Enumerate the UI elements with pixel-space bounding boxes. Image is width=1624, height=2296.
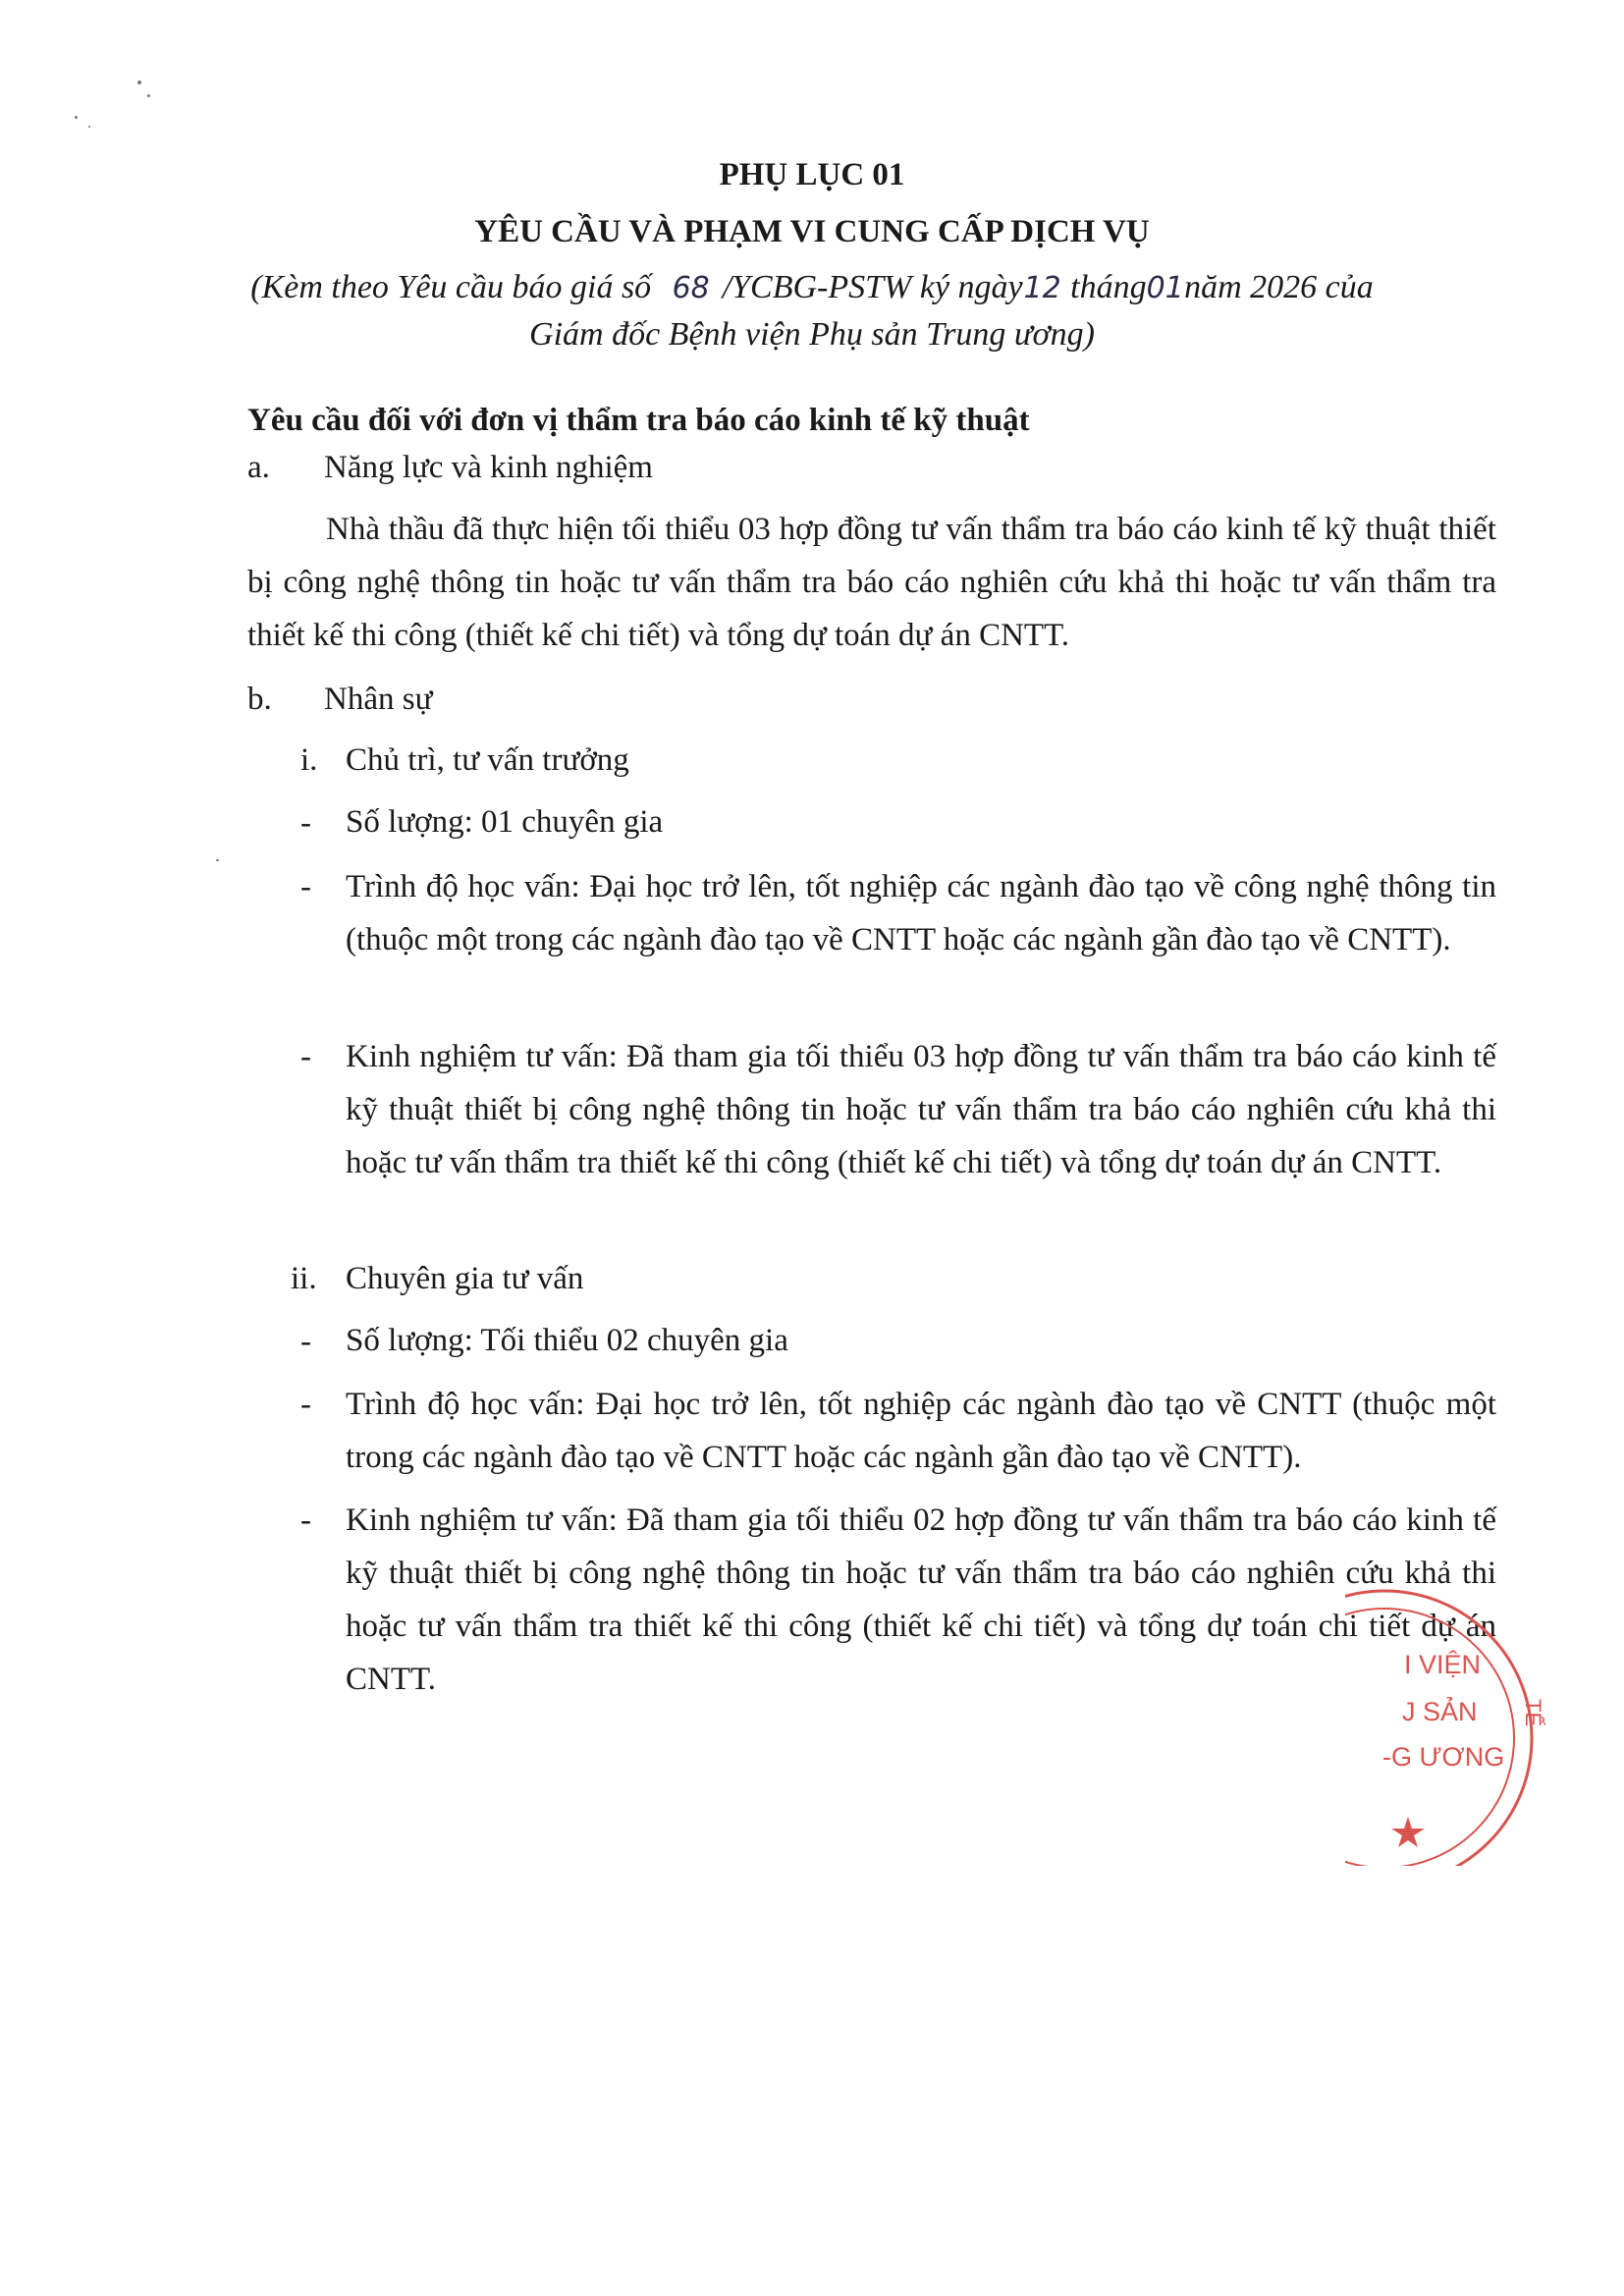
stamp-star-icon xyxy=(1391,1817,1425,1847)
handwritten-day: 12 xyxy=(1023,271,1061,305)
item-i-marker: i. xyxy=(300,742,318,778)
item-i-quantity: Số lượng: 01 chuyên gia xyxy=(346,804,664,840)
item-i-experience: Kinh nghiệm tư vấn: Đã tham gia tối thiểu 03 hợp đồng tư vấn thẩm tra báo cáo kinh tế kỹ thuật thiết bị công nghệ thông tin hoặc tư vấn thẩm tra báo cáo nghiên cứu khả thi hoặc tư vấn thẩm tra thiết kế thi công (thiết kế chi tiết) và tổng dự toán dự án CNTT. xyxy=(346,1039,1496,1180)
dash-marker: - xyxy=(300,1387,311,1422)
item-a-title: Năng lực và kinh nghiệm xyxy=(324,450,653,485)
stamp-text-2: J SẢN xyxy=(1402,1697,1478,1726)
section-heading: Yêu cầu đối với đơn vị thẩm tra báo cáo kinh tế kỹ thuật xyxy=(247,403,1030,438)
item-b-title: Nhân sự xyxy=(324,682,433,717)
subtitle-line-1 xyxy=(0,269,1624,306)
dash-marker: - xyxy=(300,1503,311,1538)
item-ii-experience: Kinh nghiệm tư vấn: Đã tham gia tối thiểu 02 hợp đồng tư vấn thẩm tra báo cáo kinh tế kỹ thuật thiết bị công nghệ thông tin hoặc tư vấn thẩm tra báo cáo nghiên cứu khả thi hoặc tư vấn thẩm tra thiết kế thi công (thiết kế chi tiết) và tổng dự toán chi tiết dự án CNTT. xyxy=(346,1503,1496,1697)
item-ii-title: Chuyên gia tư vấn xyxy=(346,1261,584,1296)
stamp-text-side: TẾ xyxy=(1521,1699,1545,1727)
subtitle-part-1: (Kèm theo Yêu cầu báo giá số xyxy=(250,269,652,305)
scan-speck xyxy=(75,116,78,119)
item-i-title: Chủ trì, tư vấn trưởng xyxy=(346,742,629,778)
subtitle-part-4: năm 2026 của xyxy=(1184,269,1374,305)
handwritten-request-number: 68 xyxy=(672,271,710,305)
scan-speck xyxy=(88,126,90,128)
scan-speck xyxy=(216,859,219,861)
appendix-title: PHỤ LỤC 01 xyxy=(719,157,905,192)
item-ii-quantity: Số lượng: Tối thiểu 02 chuyên gia xyxy=(346,1323,788,1358)
dash-marker: - xyxy=(300,1324,311,1359)
stamp-text-3: -G ƯƠNG xyxy=(1382,1742,1505,1772)
item-a-paragraph: Nhà thầu đã thực hiện tối thiểu 03 hợp đồng tư vấn thẩm tra báo cáo kinh tế kỹ thuật thiết bị công nghệ thông tin hoặc tư vấn thẩm tra báo cáo nghiên cứu khả thi hoặc tư vấn thẩm tra thiết kế thi công (thiết kế chi tiết) và tổng dự toán dự án CNTT. xyxy=(247,512,1496,653)
handwritten-month: 01 xyxy=(1146,271,1184,305)
subtitle-part-2: /YCBG-PSTW ký ngày xyxy=(722,269,1023,305)
scan-speck xyxy=(137,81,141,84)
item-a-marker: a. xyxy=(247,450,270,485)
stamp-text-1: I VIỆN xyxy=(1404,1650,1482,1679)
document-title: YÊU CẦU VÀ PHẠM VI CUNG CẤP DỊCH VỤ xyxy=(474,214,1150,249)
item-i-education: Trình độ học vấn: Đại học trở lên, tốt nghiệp các ngành đào tạo về công nghệ thông tin (thuộc một trong các ngành đào tạo về CNTT hoặc các ngành gần đào tạo về CNTT). xyxy=(346,869,1496,957)
dash-marker: - xyxy=(300,805,311,841)
dash-marker: - xyxy=(300,869,311,904)
subtitle-part-3: tháng xyxy=(1070,269,1147,305)
item-b-marker: b. xyxy=(247,682,272,717)
official-stamp xyxy=(1345,1542,1581,1866)
item-ii-marker: ii. xyxy=(291,1261,317,1296)
subtitle-line-2: Giám đốc Bệnh viện Phụ sản Trung ương) xyxy=(529,316,1095,353)
scan-speck xyxy=(147,94,150,97)
item-ii-education: Trình độ học vấn: Đại học trở lên, tốt nghiệp các ngành đào tạo về CNTT (thuộc một trong các ngành đào tạo về CNTT hoặc các ngành gần đào tạo về CNTT). xyxy=(346,1387,1496,1475)
dash-marker: - xyxy=(300,1039,311,1074)
